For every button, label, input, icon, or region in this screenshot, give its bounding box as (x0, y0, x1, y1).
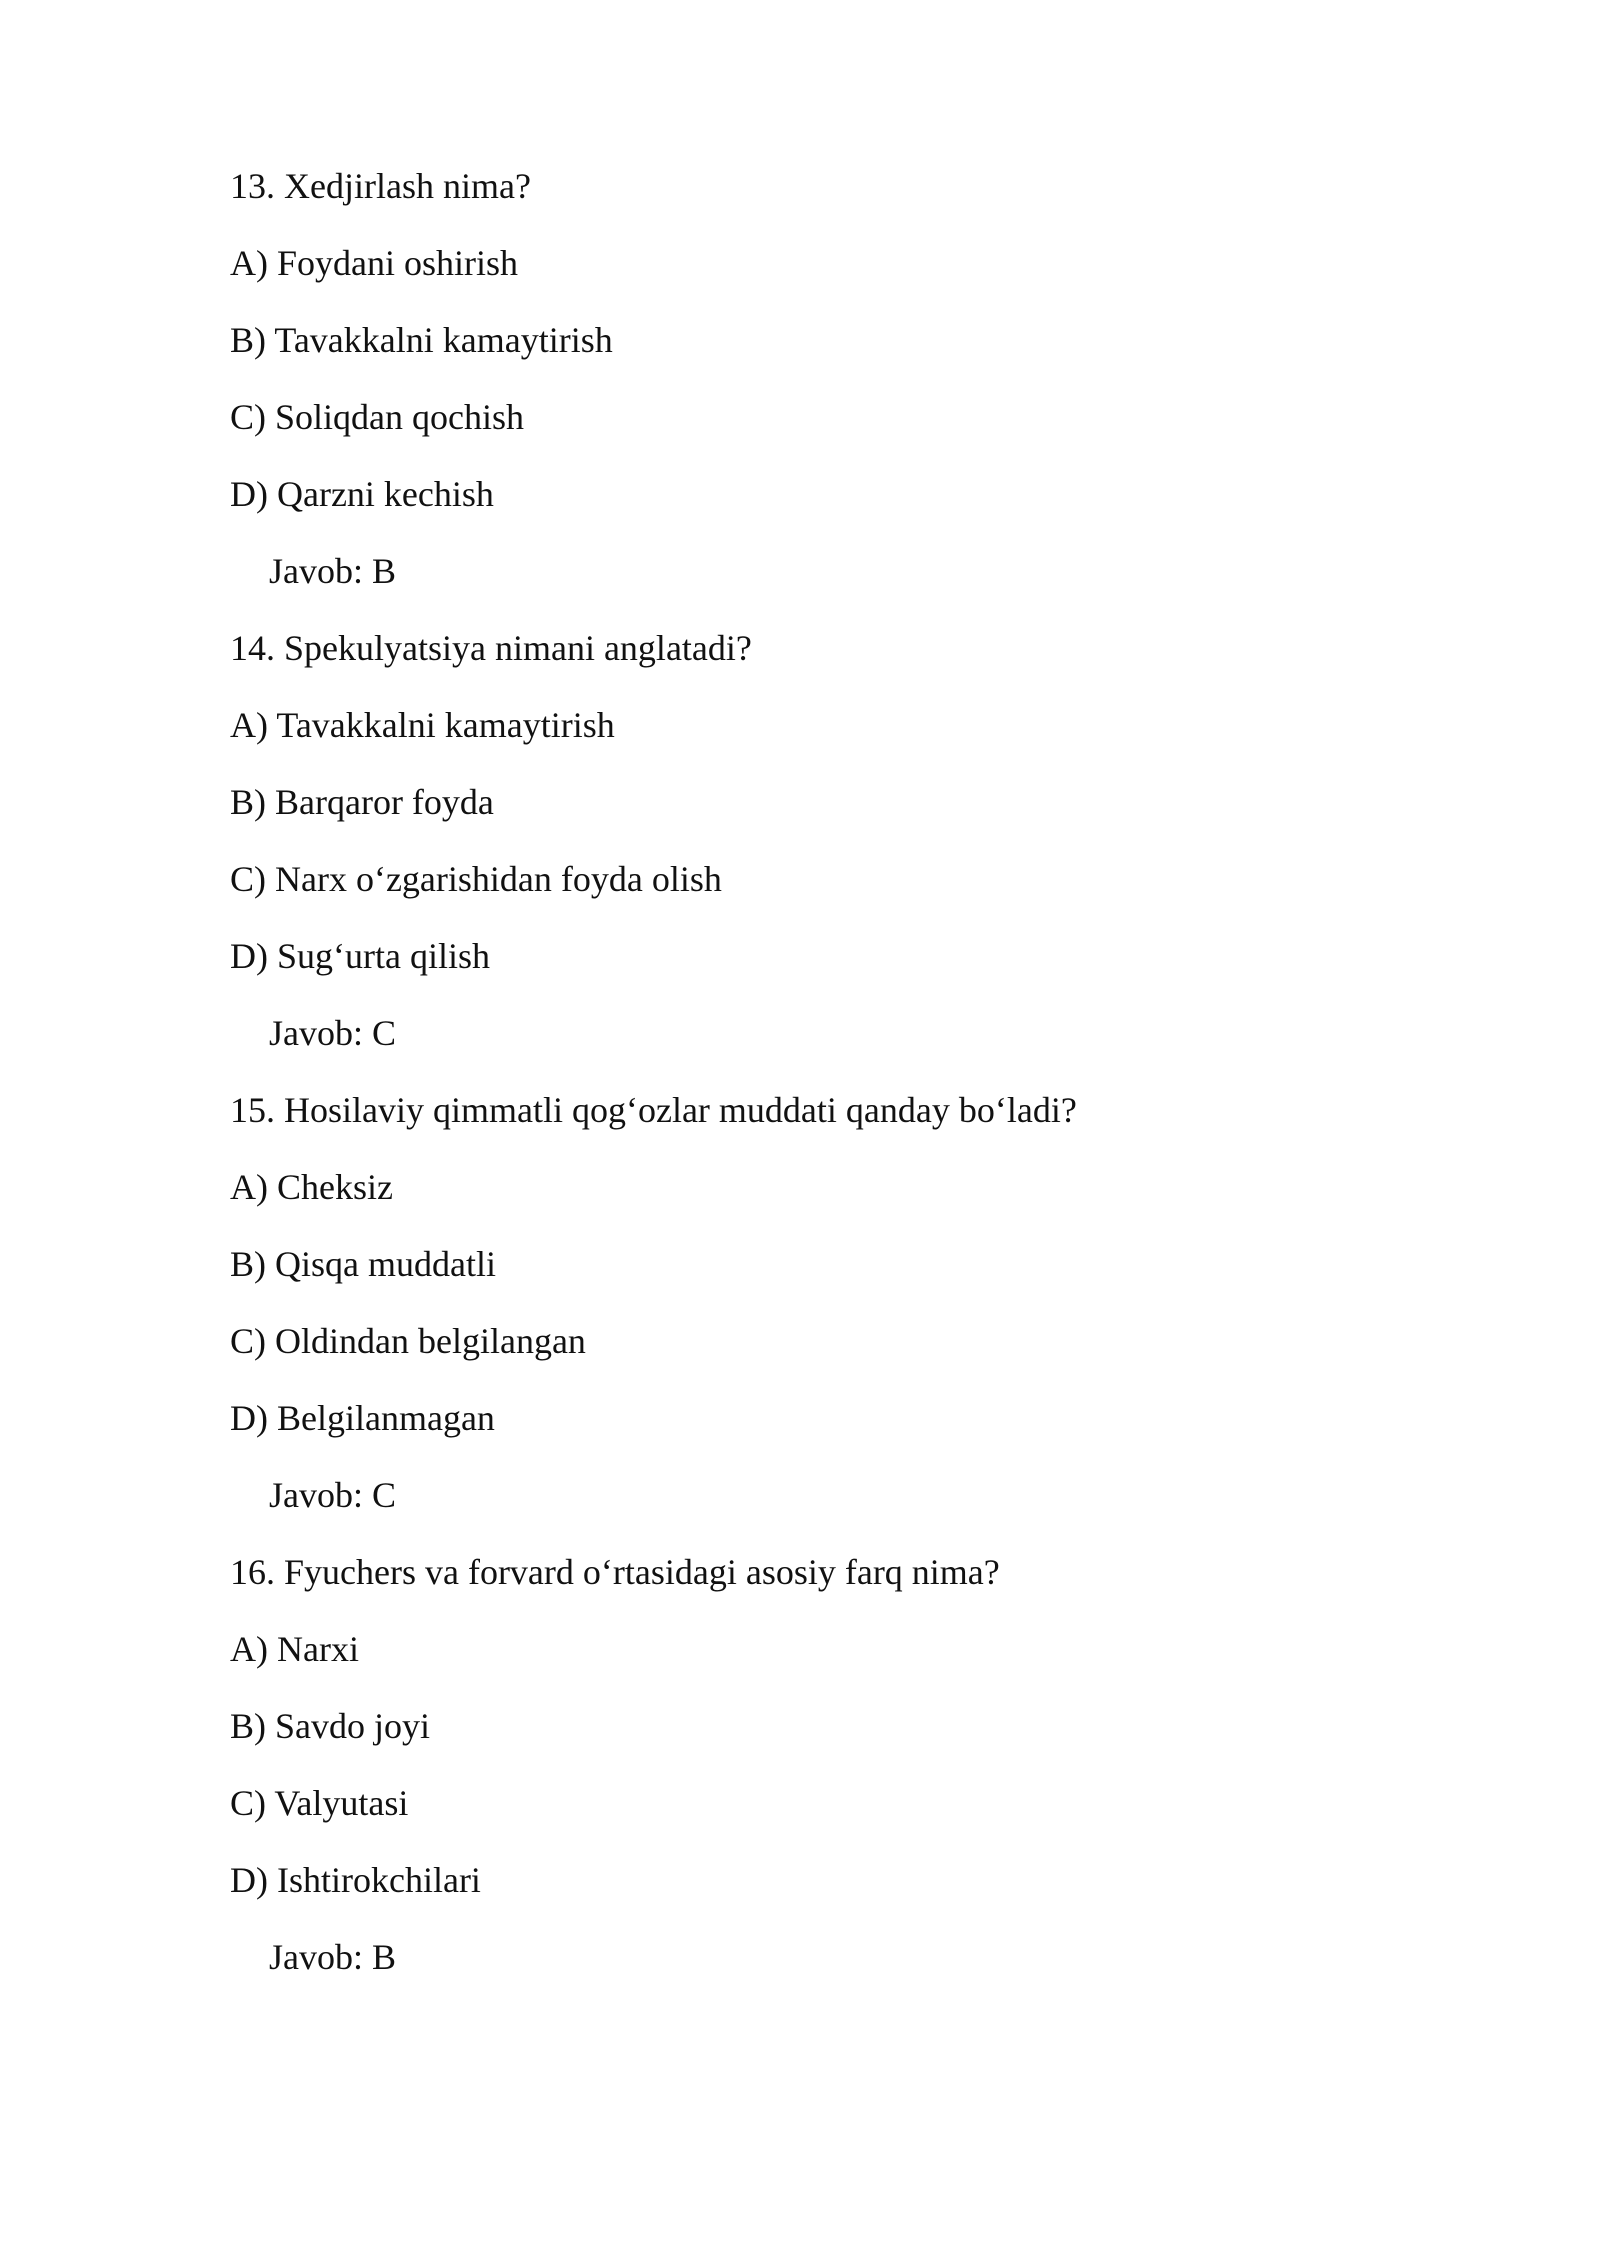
quiz-content (230, 148, 1430, 1996)
answer-text: Javob: C (269, 1013, 397, 1053)
option-c: C) Soliqdan qochish (230, 397, 524, 437)
question-text: 15. Hosilaviy qimmatli qog‘ozlar muddati qanday bo‘ladi? (230, 1090, 1077, 1130)
option-c: C) Narx o‘zgarishidan foyda olish (230, 859, 722, 899)
question-text: 14. Spekulyatsiya nimani anglatadi? (230, 628, 752, 668)
option-d: D) Belgilanmagan (230, 1398, 495, 1438)
option-a: A) Foydani oshirish (230, 243, 518, 283)
option-a: A) Tavakkalni kamaytirish (230, 705, 615, 745)
option-c: C) Oldindan belgilangan (230, 1321, 586, 1361)
question-text: 16. Fyuchers va forvard o‘rtasidagi asosiy farq nima? (230, 1552, 1000, 1592)
answer-text: Javob: C (269, 1475, 397, 1515)
option-b: B) Savdo joyi (230, 1706, 431, 1746)
question-13 (230, 148, 1430, 610)
option-d: D) Sug‘urta qilish (230, 936, 490, 976)
question-15 (230, 1072, 1430, 1534)
option-b: B) Tavakkalni kamaytirish (230, 320, 613, 360)
option-d: D) Ishtirokchilari (230, 1860, 481, 1900)
option-a: A) Narxi (230, 1629, 359, 1669)
answer-text: Javob: B (269, 1937, 397, 1977)
answer-text: Javob: B (269, 551, 397, 591)
question-text: 13. Xedjirlash nima? (230, 166, 531, 206)
question-16 (230, 1534, 1430, 1996)
option-b: B) Qisqa muddatli (230, 1244, 496, 1284)
option-b: B) Barqaror foyda (230, 782, 494, 822)
option-a: A) Cheksiz (230, 1167, 393, 1207)
question-14 (230, 610, 1430, 1072)
option-c: C) Valyutasi (230, 1783, 409, 1823)
option-d: D) Qarzni kechish (230, 474, 494, 514)
